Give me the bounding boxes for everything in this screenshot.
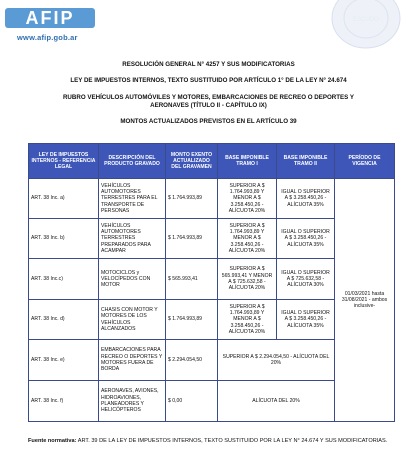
cell-monto: $ 1.764.993,89 — [166, 300, 218, 340]
title-rubro-line2: AERONAVES (TÍTULO II - CAPÍTULO IX) — [150, 102, 267, 109]
cell-tramo2: IGUAL O SUPERIOR A $ 3.258.450,26 - ALÍCUOTA 35% — [277, 179, 335, 219]
cell-monto: $ 2.294.054,50 — [166, 340, 218, 381]
col-header-vigencia: PERÍODO DE VIGENCIA — [335, 144, 395, 179]
logo-text: AFIP — [25, 8, 75, 28]
cell-monto: $ 1.764.993,89 — [166, 179, 218, 219]
cell-ref: ART. 38 Inc. d) — [29, 300, 99, 340]
cell-desc: MOTOCICLOS y VELOCÍPEDOS CON MOTOR — [99, 259, 166, 300]
national-seal-watermark — [321, 0, 411, 50]
cell-tramo1: SUPERIOR A $ 1.764.993,89 Y MENOR A $ 3.258.450,26 - ALÍCUOTA 20% — [218, 300, 277, 340]
cell-tramo1: SUPERIOR A $ 1.764.993,89 Y MENOR A $ 3.258.450,26 - ALÍCUOTA 20% — [218, 219, 277, 259]
title-rubro — [0, 94, 417, 110]
cell-ref: ART. 38 Inc. a) — [29, 179, 99, 219]
cell-tramo2: IGUAL O SUPERIOR A $ 3.258.450,26 - ALÍCUOTA 35% — [277, 300, 335, 340]
table-header-row — [29, 144, 395, 179]
cell-monto: $ 0,00 — [166, 381, 218, 422]
table-row — [29, 179, 395, 219]
title-resolution: RESOLUCIÓN GENERAL N° 4257 Y SUS MODIFICATORIAS — [122, 61, 295, 68]
cell-desc: VEHÍCULOS AUTOMOTORES TERRESTRES PREPARADOS PARA ACAMPAR — [99, 219, 166, 259]
cell-tramo1: SUPERIOR A $ 565.993,41 Y MENOR A $ 725.632,58 - ALÍCUOTA 20% — [218, 259, 277, 300]
col-header-ref: LEY DE IMPUESTOS INTERNOS - REFERENCIA LEGAL — [29, 144, 99, 179]
cell-ref: ART. 38 Inc. e) — [29, 340, 99, 381]
col-header-desc: DESCRIPCIÓN DEL PRODUCTO GRAVADO — [99, 144, 166, 179]
footer-label: Fuente normativa: — [28, 438, 77, 444]
cell-tramo1: SUPERIOR A $ 1.764.993,89 Y MENOR A $ 3.258.450,26 - ALÍCUOTA 20% — [218, 179, 277, 219]
cell-vigencia: 01/03/2021 hasta 31/08/2021 - ambos inclusive- — [335, 179, 395, 422]
cell-tramo2: IGUAL O SUPERIOR A $ 725.632,58 - ALÍCUOTA 30% — [277, 259, 335, 300]
cell-tramo2: IGUAL O SUPERIOR A $ 3.258.450,26 - ALÍCUOTA 35% — [277, 219, 335, 259]
afip-url[interactable]: www.afip.gob.ar — [17, 33, 78, 42]
col-header-tramo2: BASE IMPONIBLE TRAMO II — [277, 144, 335, 179]
montos-table — [28, 143, 395, 422]
cell-desc: VEHÍCULOS AUTOMOTORES TERRESTRES PARA EL TRANSPORTE DE PERSONAS — [99, 179, 166, 219]
footer-note — [28, 438, 394, 445]
cell-ref: ART. 38 Inc. f) — [29, 381, 99, 422]
cell-monto: $ 565.993,41 — [166, 259, 218, 300]
afip-logo-mark — [5, 6, 95, 32]
cell-monto: $ 1.764.993,89 — [166, 219, 218, 259]
cell-ref: ART. 38 Inc. b) — [29, 219, 99, 259]
title-law: LEY DE IMPUESTOS INTERNOS, TEXTO SUSTITUIDO POR ARTÍCULO 1° DE LA LEY N° 24.674 — [70, 77, 347, 84]
cell-desc: AERONAVES, AVIONES, HIDROAVIONES, PLANEADORES Y HELICÓPTEROS — [99, 381, 166, 422]
col-header-tramo1: BASE IMPONIBLE TRAMO I — [218, 144, 277, 179]
cell-ref: ART. 38 Inc.c) — [29, 259, 99, 300]
seal-text: ESCUDO — [353, 17, 379, 23]
cell-desc: CHASIS CON MOTOR Y MOTORES DE LOS VEHÍCULOS ALCANZADOS — [99, 300, 166, 340]
cell-tramo-merged: SUPERIOR A $ 2.294.054,50 - ALÍCUOTA DEL 20% — [218, 340, 335, 381]
title-rubro-line1: RUBRO VEHÍCULOS AUTOMÓVILES Y MOTORES, EMBARCACIONES DE RECREO O DEPORTES Y — [62, 94, 355, 101]
cell-tramo-merged: ALÍCUOTA DEL 20% — [218, 381, 335, 422]
cell-desc: EMBARCACIONES PARA RECREO O DEPORTES Y MOTORES FUERA DE BORDA — [99, 340, 166, 381]
afip-logo — [5, 6, 100, 46]
col-header-monto: MONTO EXENTO ACTUALIZADO DEL GRAVAMEN — [166, 144, 218, 179]
footer-text: ART. 39 DE LA LEY DE IMPUESTOS INTERNOS, TEXTO SUSTITUIDO POR LA LEY N° 24.674 Y SUS MODIFICATORIAS. — [77, 438, 388, 444]
title-montos: MONTOS ACTUALIZADOS PREVISTOS EN EL ARTÍCULO 39 — [120, 118, 297, 125]
